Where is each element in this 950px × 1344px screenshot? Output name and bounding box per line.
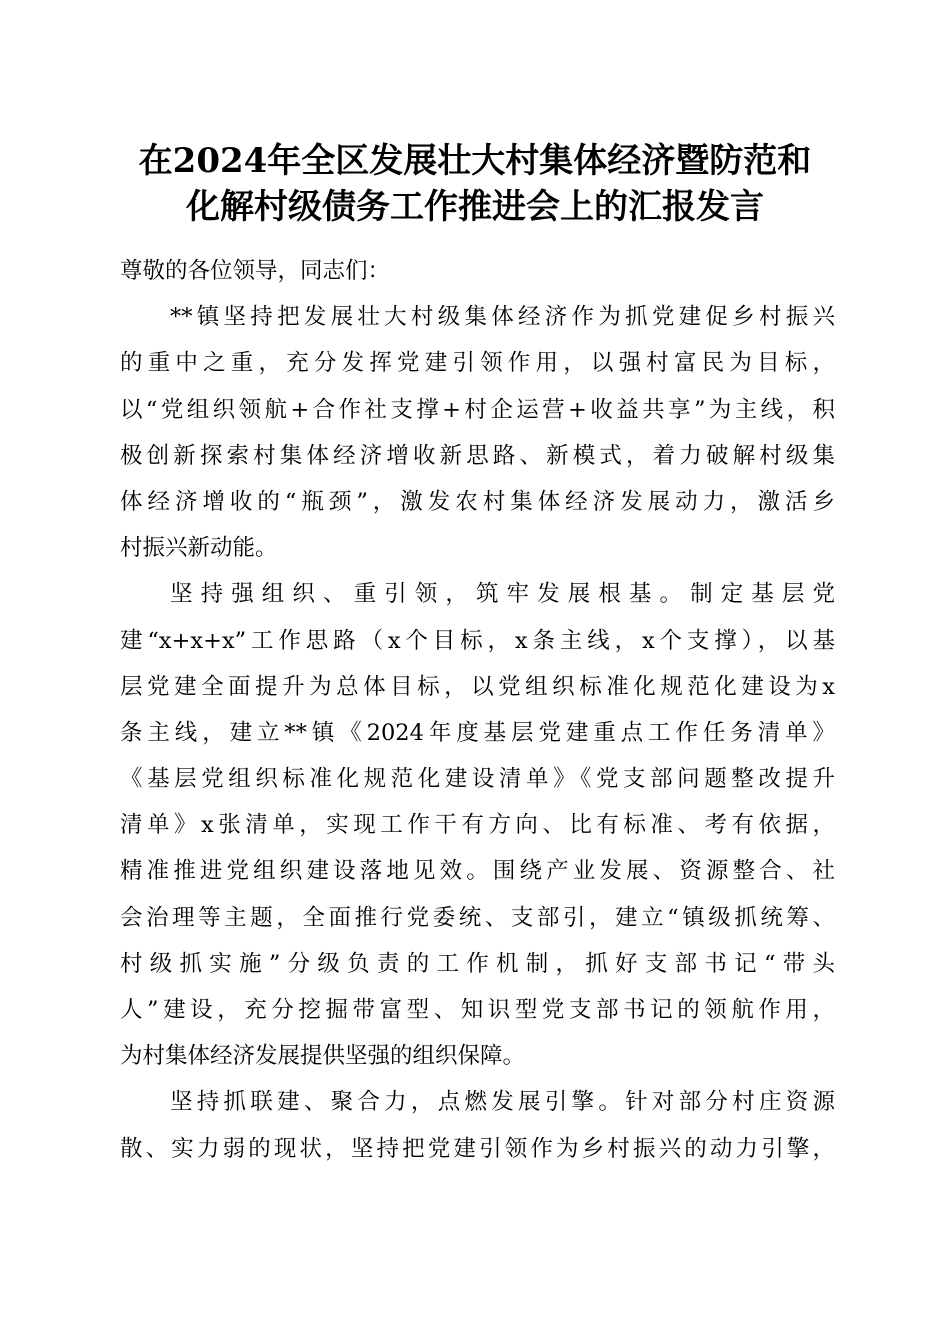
text-line: 清单》x张清单，实现工作干有方向、比有标准、考有依据， [120, 812, 835, 839]
text-line: 建“x+x+x”工作思路（x个目标，x条主线，x个支撑），以基 [120, 627, 835, 654]
salutation: 尊敬的各位领导，同志们： [120, 258, 391, 284]
text-line: 坚持抓联建、聚合力，点燃发展引擎。针对部分村庄资源 [170, 1089, 835, 1116]
text-line: 散、实力弱的现状，坚持把党建引领作为乡村振兴的动力引擎， [120, 1135, 835, 1162]
text-line: 村级抓实施”分级负责的工作机制，抓好支部书记“带头 [120, 950, 835, 977]
text-line: 人”建设，充分挖掘带富型、知识型党支部书记的领航作用， [120, 997, 835, 1023]
document-body [120, 248, 835, 1172]
text-line: 村振兴新动能。 [120, 535, 278, 562]
text-line: 的重中之重，充分发挥党建引领作用，以强村富民为目标， [120, 350, 835, 377]
text-line: 会治理等主题，全面推行党委统、支部引，建立“镇级抓统筹、 [120, 904, 835, 931]
document-title [100, 138, 850, 230]
paragraph-2 [120, 571, 835, 1079]
text-line: 体经济增收的“瓶颈”，激发农村集体经济发展动力，激活乡 [120, 488, 835, 515]
text-line: 条主线，建立**镇《2024年度基层党建重点工作任务清单》 [120, 719, 835, 746]
text-line: 精准推进党组织建设落地见效。围绕产业发展、资源整合、社 [120, 858, 835, 885]
text-line: 层党建全面提升为总体目标，以党组织标准化规范化建设为x [120, 673, 835, 700]
title-line-2: 化解村级债务工作推进会上的汇报发言 [186, 187, 764, 227]
text-line: **镇坚持把发展壮大村级集体经济作为抓党建促乡村振兴 [170, 304, 835, 331]
paragraph-3 [120, 1079, 835, 1171]
text-line: 《基层党组织标准化规范化建设清单》《党支部问题整改提升 [120, 766, 835, 793]
text-line: 极创新探索村集体经济增收新思路、新模式，着力破解村级集 [120, 442, 835, 469]
text-line: 坚持强组织、重引领，筑牢发展根基。制定基层党 [170, 581, 835, 608]
text-line: 以“党组织领航+合作社支撑+村企运营+收益共享”为主线，积 [120, 396, 835, 423]
paragraph-1 [120, 294, 835, 571]
title-line-1: 在2024年全区发展壮大村集体经济暨防范和 [138, 141, 812, 181]
text-line: 为村集体经济发展提供坚强的组织保障。 [120, 1043, 526, 1070]
